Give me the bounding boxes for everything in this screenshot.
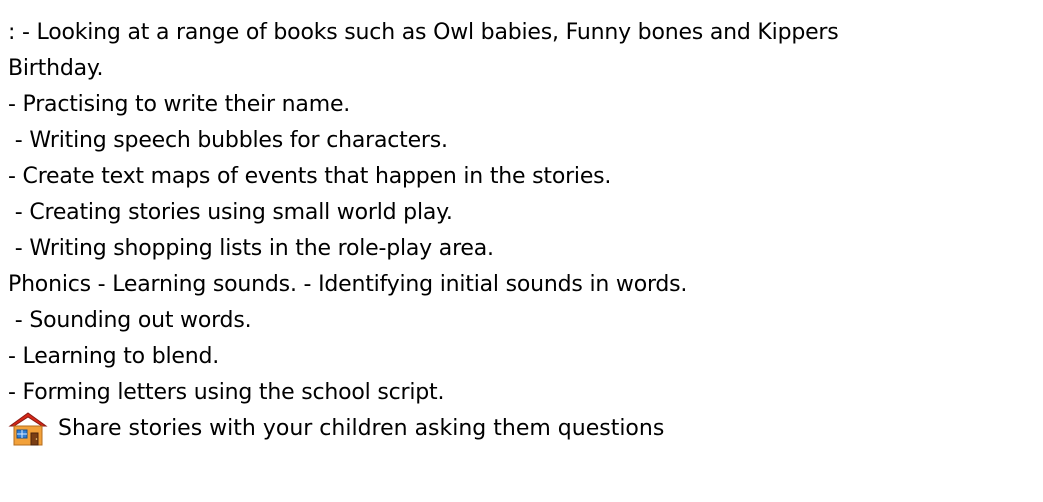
document-line: - Create text maps of events that happen in the stories.: [8, 164, 612, 189]
document-line: - Sounding out words.: [8, 308, 252, 333]
document-line: : - Looking at a range of books such as Owl babies, Funny bones and Kippers: [8, 20, 839, 45]
document-line: - Practising to write their name.: [8, 92, 351, 117]
document-line: - Learning to blend.: [8, 344, 220, 369]
document-line: - Writing speech bubbles for characters.: [8, 128, 448, 153]
document-line: - Forming letters using the school script.: [8, 380, 445, 405]
document-line: - Creating stories using small world play.: [8, 200, 453, 225]
home-activity-text: Share stories with your children asking them questions: [58, 416, 665, 441]
house-icon: [8, 411, 48, 447]
document-line: Birthday.: [8, 56, 104, 81]
document-line: - Writing shopping lists in the role-play area.: [8, 236, 494, 261]
home-activity: [8, 411, 1043, 447]
document-line: Phonics - Learning sounds. - Identifying initial sounds in words.: [8, 272, 688, 297]
document-body: [8, 0, 1043, 447]
document-line-top-cropped: [8, 0, 1043, 15]
